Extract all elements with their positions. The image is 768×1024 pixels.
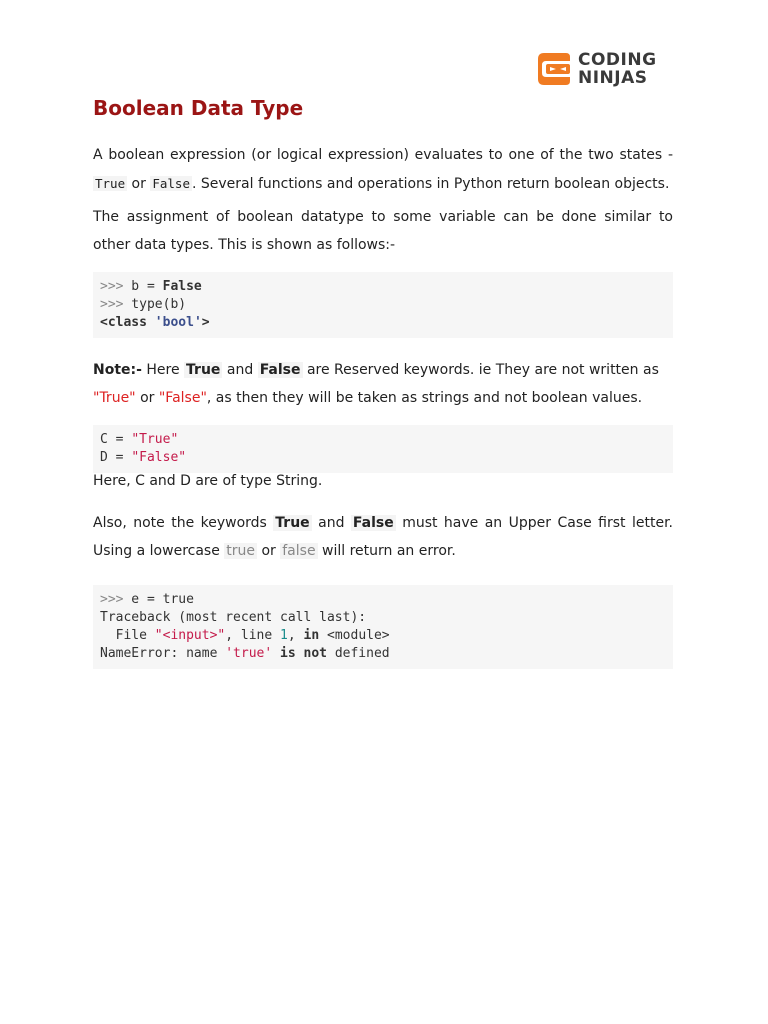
code-block-error: >>> e = true Traceback (most recent call last): File "<input>", line 1, in <module> NameError: name 'true' is not defined: [93, 585, 673, 669]
note-label: Note:-: [93, 362, 142, 378]
intro-paragraph: A boolean expression (or logical expression) evaluates to one of the two states - True or False . Several functions and operations in Python return boolean objects.: [93, 147, 673, 192]
coding-ninjas-logo: [536, 47, 668, 91]
uppercase-paragraph: Also, note the keywords True and False must have an Upper Case first letter. Using a lowercase true or false will return an error.: [93, 515, 673, 559]
inline-code-false: False: [152, 175, 190, 191]
page-title: Boolean Data Type: [93, 96, 304, 120]
code-block-strings: C = "True" D = "False": [93, 425, 673, 473]
string-type-paragraph: Here, C and D are of type String.: [93, 473, 323, 489]
ninja-logo-icon: [536, 51, 572, 87]
inline-code-true: True: [95, 175, 126, 191]
code-block-type: >>> b = False >>> type(b) <class 'bool'>: [93, 272, 673, 338]
logo-line-2: NINJAS: [578, 68, 648, 88]
note-paragraph: Note:- Here True and False are Reserved keywords. ie They are not written as "True" or "False", as then they will be taken as strings and not boolean values.: [93, 362, 659, 406]
logo-line-1: CODING: [578, 50, 657, 70]
assignment-paragraph: The assignment of boolean datatype to some variable can be done similar to other data types. This is shown as follows:-: [93, 209, 673, 253]
